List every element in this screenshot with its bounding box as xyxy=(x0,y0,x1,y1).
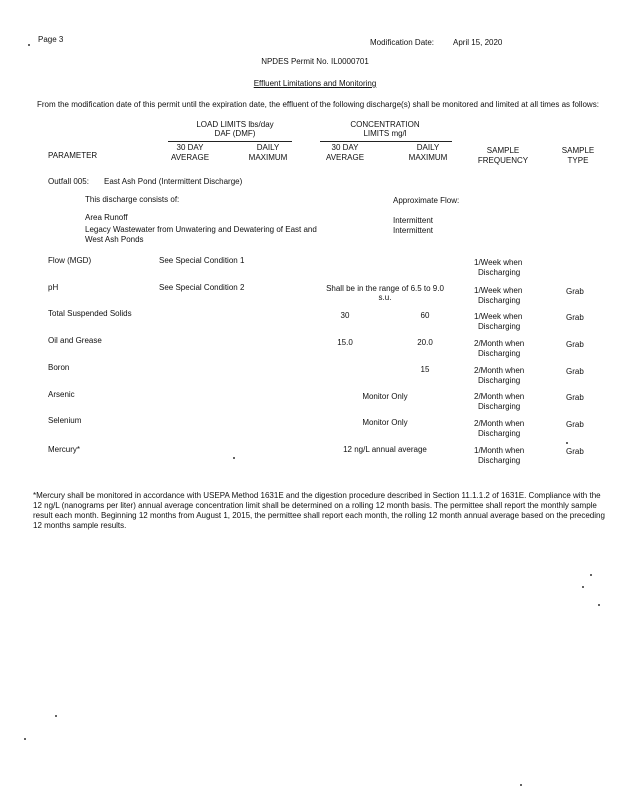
sample-frequency: 1/Week when xyxy=(474,286,523,295)
scan-speck xyxy=(28,44,30,46)
sample-type: Grab xyxy=(566,420,584,429)
sample-frequency-2: Discharging xyxy=(478,376,521,385)
sample-frequency-2: Discharging xyxy=(478,322,521,331)
sample-frequency-2: Discharging xyxy=(478,296,521,305)
sample-frequency-header: SAMPLE xyxy=(486,146,520,155)
load-limit: See Special Condition 1 xyxy=(159,256,245,265)
source-legacy-wastewater-2: West Ash Ponds xyxy=(85,235,144,244)
permit-number: NPDES Permit No. IL0000701 xyxy=(261,57,369,66)
flow-intermittent-2: Intermittent xyxy=(393,226,434,235)
sample-type: Grab xyxy=(566,287,584,296)
scan-speck xyxy=(520,784,522,786)
sample-frequency-2: Discharging xyxy=(478,429,521,438)
sample-frequency: 1/Month when xyxy=(474,446,525,455)
sample-frequency: 2/Month when xyxy=(474,339,525,348)
sample-frequency-2: Discharging xyxy=(478,349,521,358)
concentration-subheader: LIMITS mg/l xyxy=(363,129,407,138)
load-30-day-header: 30 DAY xyxy=(176,143,204,152)
sample-frequency: 1/Week when xyxy=(474,258,523,267)
sample-frequency-2: Discharging xyxy=(478,268,521,277)
load-limits-subheader: DAF (DMF) xyxy=(214,129,256,138)
scan-speck xyxy=(55,715,57,717)
outfall-label: Outfall 005: xyxy=(48,177,89,186)
parameter-name: Total Suspended Solids xyxy=(48,309,132,318)
conc-30-day-header: 30 DAY xyxy=(331,143,359,152)
sample-frequency-header-2: FREQUENCY xyxy=(477,156,529,165)
load-limits-rule xyxy=(168,141,292,142)
scan-speck xyxy=(598,604,600,606)
sample-type-header: SAMPLE xyxy=(561,146,595,155)
source-area-runoff: Area Runoff xyxy=(85,213,128,222)
scan-speck xyxy=(233,457,235,459)
sample-frequency: 2/Month when xyxy=(474,419,525,428)
scan-speck xyxy=(582,586,584,588)
conc-daily-value: 60 xyxy=(420,311,430,320)
sample-type: Grab xyxy=(566,313,584,322)
outfall-name: East Ash Pond (Intermittent Discharge) xyxy=(104,177,243,186)
sample-frequency-2: Discharging xyxy=(478,402,521,411)
source-legacy-wastewater: Legacy Wastewater from Unwatering and Dewatering of East and xyxy=(85,225,317,234)
concentration-monitor-only: Monitor Only xyxy=(362,418,408,427)
sample-type: Grab xyxy=(566,340,584,349)
sample-type-header-2: TYPE xyxy=(567,156,589,165)
modification-date: April 15, 2020 xyxy=(453,38,503,47)
load-30-day-header-2: AVERAGE xyxy=(170,153,210,162)
concentration-annual-average: 12 ng/L annual average xyxy=(343,445,427,454)
load-limits-header: LOAD LIMITS lbs/day xyxy=(196,120,274,129)
mercury-footnote: *Mercury shall be monitored in accordance with USEPA Method 1631E and the digestion procedure described in Section 11.1.1.2 of 1631E. Compliance with the 12 ng/L (nanograms per liter) annual average concentration limit shall be determined on a rolling 12 month basis. The permittee shall report the monthly sample result each month. Beginning 12 months from August 1, 2015, the permittee shall report each month, the rolling 12 month annual average based on the preceding 12 months sample results. xyxy=(33,491,605,530)
conc-daily-header: DAILY xyxy=(416,143,440,152)
sample-type: Grab xyxy=(566,393,584,402)
concentration-monitor-only: Monitor Only xyxy=(362,392,408,401)
conc-30-day-value: 30 xyxy=(340,311,350,320)
parameter-name: Arsenic xyxy=(48,390,75,399)
concentration-range: Shall be in the range of 6.5 to 9.0 xyxy=(326,284,444,293)
load-daily-header: DAILY xyxy=(256,143,280,152)
load-limit: See Special Condition 2 xyxy=(159,283,245,292)
flow-intermittent-1: Intermittent xyxy=(393,216,434,225)
section-title: Effluent Limitations and Monitoring xyxy=(253,79,377,88)
load-daily-header-2: MAXIMUM xyxy=(248,153,288,162)
parameter-name: Flow (MGD) xyxy=(48,256,92,265)
intro-paragraph: From the modification date of this permit until the expiration date, the effluent of the following discharge(s) shall be monitored and limited at all times as follows: xyxy=(37,100,599,109)
page-number: Page 3 xyxy=(38,35,64,44)
parameter-header: PARAMETER xyxy=(48,151,98,160)
parameter-name: Boron xyxy=(48,363,70,372)
discharge-consists-of: This discharge consists of: xyxy=(85,195,180,204)
parameter-name: Selenium xyxy=(48,416,82,425)
concentration-header: CONCENTRATION xyxy=(350,120,420,129)
sample-type: Grab xyxy=(566,447,584,456)
modification-date-label: Modification Date: xyxy=(370,38,435,47)
scan-speck xyxy=(590,574,592,576)
parameter-name: Oil and Grease xyxy=(48,336,102,345)
concentration-range-unit: s.u. xyxy=(378,293,392,302)
conc-30-day-value: 15.0 xyxy=(337,338,353,347)
conc-30-day-header-2: AVERAGE xyxy=(325,153,365,162)
sample-frequency: 2/Month when xyxy=(474,366,525,375)
sample-frequency-2: Discharging xyxy=(478,456,521,465)
sample-type: Grab xyxy=(566,367,584,376)
scan-speck xyxy=(566,442,568,444)
approximate-flow-label: Approximate Flow: xyxy=(393,196,460,205)
conc-daily-value: 20.0 xyxy=(417,338,433,347)
conc-daily-header-2: MAXIMUM xyxy=(408,153,448,162)
parameter-name: Mercury* xyxy=(48,445,81,454)
concentration-rule xyxy=(320,141,452,142)
scan-speck xyxy=(24,738,26,740)
conc-daily-value: 15 xyxy=(420,365,430,374)
sample-frequency: 1/Week when xyxy=(474,312,523,321)
sample-frequency: 2/Month when xyxy=(474,392,525,401)
parameter-name: pH xyxy=(48,283,59,292)
